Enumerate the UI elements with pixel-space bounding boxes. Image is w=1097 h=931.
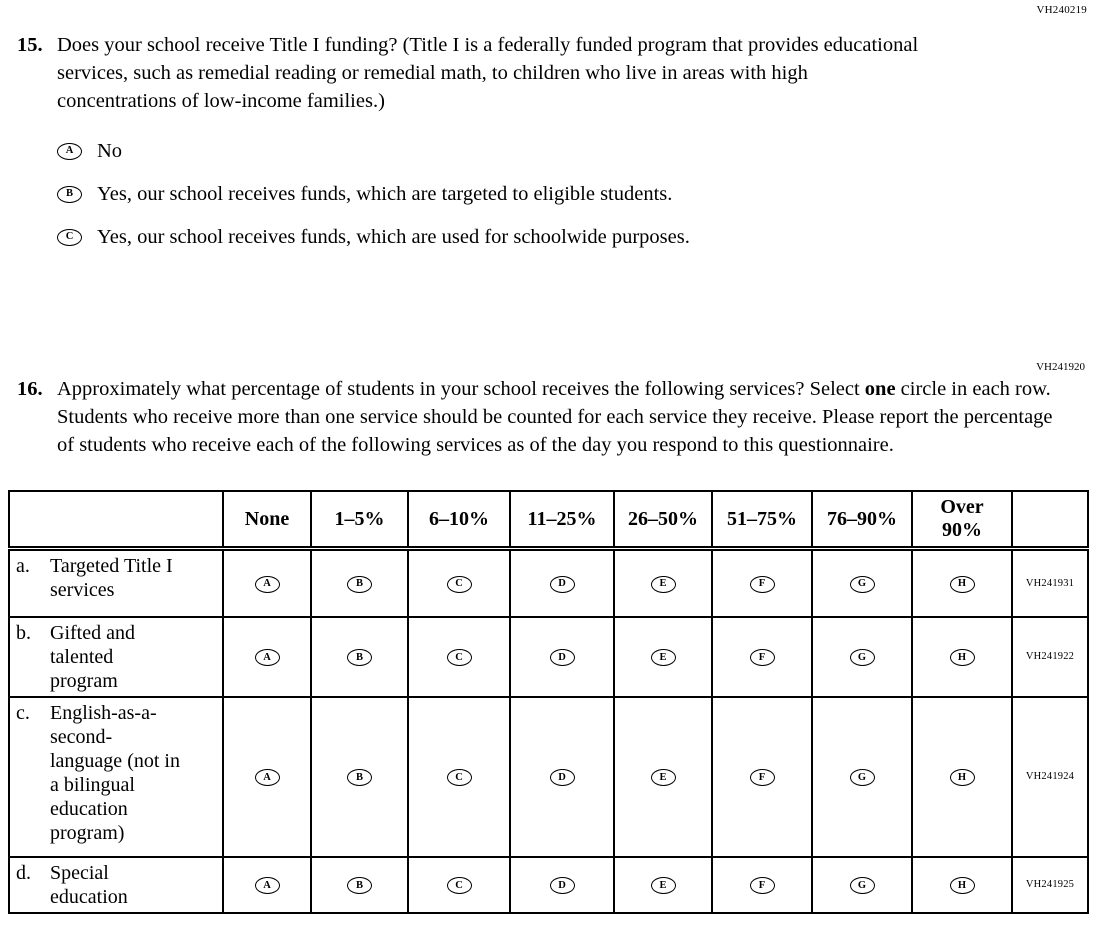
row-label-text: English-as-a-second-language (not in a bilingual education program) xyxy=(50,701,180,844)
answer-bubble-f[interactable]: F xyxy=(750,769,775,786)
answer-bubble-h[interactable]: H xyxy=(950,769,975,786)
q15-option-b-label: Yes, our school receives funds, which are targeted to eligible students. xyxy=(97,183,673,205)
answer-cell xyxy=(408,549,510,617)
answer-bubble-e[interactable]: E xyxy=(651,769,676,786)
grid-header-row xyxy=(9,491,1088,549)
answer-bubble-b[interactable]: B xyxy=(347,576,372,593)
q16-text-bold: one xyxy=(864,378,896,400)
q15-option-c-label: Yes, our school receives funds, which are used for schoolwide purposes. xyxy=(97,226,690,248)
answer-cell xyxy=(712,549,812,617)
answer-cell xyxy=(510,857,614,913)
row-label-cell xyxy=(9,617,223,697)
column-header-5: 26–50% xyxy=(614,491,712,549)
answer-cell xyxy=(812,549,912,617)
q15-option-a-label: No xyxy=(97,140,123,162)
column-header-8: Over 90% xyxy=(912,491,1012,549)
q16-text-part1: Approximately what percentage of students in your school receives the following services? Select xyxy=(57,378,865,400)
row-label-header-empty xyxy=(9,491,223,549)
row-label xyxy=(16,861,220,909)
answer-cell xyxy=(712,857,812,913)
answer-cell xyxy=(912,857,1012,913)
answer-cell xyxy=(812,697,912,857)
answer-bubble-c[interactable]: C xyxy=(447,576,472,593)
answer-bubble-g[interactable]: G xyxy=(850,877,875,894)
answer-cell xyxy=(510,697,614,857)
row-label-prefix: a. xyxy=(16,555,30,577)
column-header-7: 76–90% xyxy=(812,491,912,549)
question-15-body xyxy=(57,31,925,269)
row-label-cell xyxy=(9,697,223,857)
answer-bubble-a[interactable]: A xyxy=(57,143,82,160)
answer-bubble-b[interactable]: B xyxy=(347,769,372,786)
answer-cell xyxy=(712,697,812,857)
answer-bubble-b[interactable]: B xyxy=(347,877,372,894)
q15-option-b[interactable] xyxy=(57,183,925,206)
answer-bubble-a[interactable]: A xyxy=(255,576,280,593)
answer-bubble-g[interactable]: G xyxy=(850,769,875,786)
answer-bubble-g[interactable]: G xyxy=(850,576,875,593)
answer-cell xyxy=(311,617,408,697)
answer-bubble-f[interactable]: F xyxy=(750,877,775,894)
column-header-2: 1–5% xyxy=(311,491,408,549)
row-code: VH241922 xyxy=(1012,617,1088,697)
answer-cell xyxy=(223,857,311,913)
answer-cell xyxy=(812,857,912,913)
row-code: VH241931 xyxy=(1012,549,1088,617)
q15-option-a[interactable] xyxy=(57,140,925,163)
row-label-text: Special education xyxy=(50,861,128,908)
row-label-prefix: d. xyxy=(16,861,31,884)
answer-bubble-c[interactable]: C xyxy=(57,229,82,246)
answer-bubble-b[interactable]: B xyxy=(57,186,82,203)
column-header-1: None xyxy=(223,491,311,549)
answer-bubble-e[interactable]: E xyxy=(651,576,676,593)
row-label-cell xyxy=(9,857,223,913)
q16-response-grid xyxy=(8,490,1089,914)
row-label-text: Targeted Title I services xyxy=(50,555,173,601)
table-row-a xyxy=(9,549,1088,617)
answer-cell xyxy=(408,857,510,913)
row-label-prefix: c. xyxy=(16,701,30,724)
question-16-number: 16. xyxy=(17,378,43,400)
answer-bubble-a[interactable]: A xyxy=(255,877,280,894)
answer-bubble-b[interactable]: B xyxy=(347,649,372,666)
answer-cell xyxy=(912,549,1012,617)
answer-cell xyxy=(311,549,408,617)
answer-cell xyxy=(223,549,311,617)
question-16-text xyxy=(57,375,1055,459)
row-label-text: Gifted and talented program xyxy=(50,621,135,692)
answer-bubble-e[interactable]: E xyxy=(651,649,676,666)
answer-bubble-f[interactable]: F xyxy=(750,576,775,593)
answer-cell xyxy=(223,697,311,857)
answer-bubble-d[interactable]: D xyxy=(550,877,575,894)
row-code: VH241924 xyxy=(1012,697,1088,857)
answer-cell xyxy=(614,697,712,857)
answer-cell xyxy=(912,697,1012,857)
answer-cell xyxy=(912,617,1012,697)
answer-bubble-a[interactable]: A xyxy=(255,769,280,786)
answer-bubble-c[interactable]: C xyxy=(447,877,472,894)
answer-cell xyxy=(712,617,812,697)
answer-bubble-h[interactable]: H xyxy=(950,877,975,894)
question-15 xyxy=(10,31,1089,269)
table-row-b xyxy=(9,617,1088,697)
answer-cell xyxy=(408,617,510,697)
column-header-6: 51–75% xyxy=(712,491,812,549)
question-16-body xyxy=(57,375,1055,459)
answer-cell xyxy=(223,617,311,697)
answer-bubble-e[interactable]: E xyxy=(651,877,676,894)
code-column-header-empty xyxy=(1012,491,1088,549)
question-15-number: 15. xyxy=(17,34,43,56)
row-label xyxy=(16,701,220,845)
question-16 xyxy=(10,375,1089,459)
answer-cell xyxy=(812,617,912,697)
answer-bubble-d[interactable]: D xyxy=(550,769,575,786)
answer-bubble-g[interactable]: G xyxy=(850,649,875,666)
answer-cell xyxy=(408,697,510,857)
answer-bubble-d[interactable]: D xyxy=(550,649,575,666)
form-code-top: VH240219 xyxy=(1036,4,1087,16)
form-code-q16: VH241920 xyxy=(1036,361,1085,373)
answer-cell xyxy=(614,549,712,617)
answer-cell xyxy=(311,857,408,913)
answer-cell xyxy=(614,857,712,913)
column-header-4: 11–25% xyxy=(510,491,614,549)
row-label xyxy=(16,554,220,602)
answer-bubble-c[interactable]: C xyxy=(447,649,472,666)
row-label-prefix: b. xyxy=(16,621,31,644)
answer-cell xyxy=(510,549,614,617)
answer-bubble-f[interactable]: F xyxy=(750,649,775,666)
answer-bubble-d[interactable]: D xyxy=(550,576,575,593)
q15-option-c[interactable] xyxy=(57,226,925,249)
question-15-options xyxy=(57,140,925,249)
answer-bubble-a[interactable]: A xyxy=(255,649,280,666)
column-header-3: 6–10% xyxy=(408,491,510,549)
row-label-cell xyxy=(9,549,223,617)
table-row-c xyxy=(9,697,1088,857)
row-label xyxy=(16,621,220,693)
answer-cell xyxy=(311,697,408,857)
answer-cell xyxy=(614,617,712,697)
answer-bubble-h[interactable]: H xyxy=(950,649,975,666)
q16-text-part2: circle in each row. Students who receive more than one service should be counted for each service they receive. Please report the percentage of students who receive each of the following services as of the day you respond to this questionnaire. xyxy=(57,378,1053,456)
row-code: VH241925 xyxy=(1012,857,1088,913)
question-15-text: Does your school receive Title I funding? (Title I is a federally funded program that provides educational services, such as remedial reading or remedial math, to children who live in areas with high concentrations of low-income families.) xyxy=(57,34,919,112)
answer-bubble-c[interactable]: C xyxy=(447,769,472,786)
answer-bubble-h[interactable]: H xyxy=(950,576,975,593)
table-row-d xyxy=(9,857,1088,913)
answer-cell xyxy=(510,617,614,697)
